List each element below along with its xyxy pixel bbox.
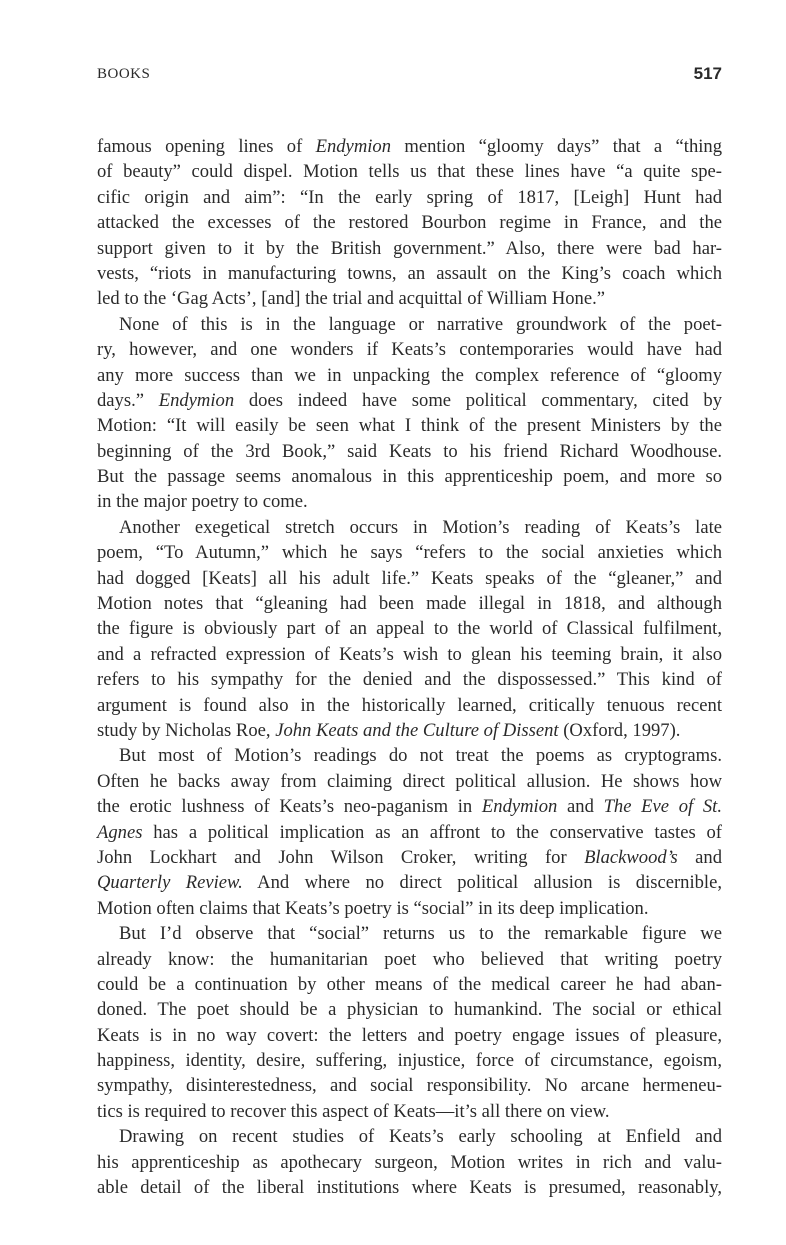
text-line xyxy=(97,515,722,540)
text-segment: Drawing on recent studies of Keats’s early schooling at Enfield and xyxy=(119,1126,722,1148)
text-line xyxy=(97,997,722,1022)
text-segment: his apprenticeship as apothecary surgeon, Motion writes in rich and valu- xyxy=(97,1151,722,1173)
text-segment: poem, “To Autumn,” which he says “refers to the social anxieties which xyxy=(97,542,722,564)
italic-text: Endymion xyxy=(481,796,558,818)
text-segment: in the major poetry to come. xyxy=(97,491,308,513)
paragraph xyxy=(97,921,722,1124)
text-line xyxy=(97,1175,722,1200)
text-line xyxy=(97,363,722,388)
text-segment: days.” xyxy=(97,389,159,411)
italic-text: Blackwood’s xyxy=(584,846,678,868)
text-line xyxy=(97,261,722,286)
text-line xyxy=(97,210,722,235)
text-line xyxy=(97,159,722,184)
page-header xyxy=(97,64,722,88)
text-segment: sympathy, disinterestedness, and social responsibility. No arcane hermeneu- xyxy=(97,1075,722,1097)
text-segment: Often he backs away from claiming direct political allusion. He shows how xyxy=(97,770,722,792)
text-segment: the figure is obviously part of an appeal to the world of Classical fulfilment, xyxy=(97,618,722,640)
text-line xyxy=(97,1048,722,1073)
text-line xyxy=(97,439,722,464)
text-segment: argument is found also in the historically learned, critically tenuous recent xyxy=(97,694,722,716)
text-segment: tics is required to recover this aspect of Keats—it’s all there on view. xyxy=(97,1100,610,1122)
text-segment: beginning of the 3rd Book,” said Keats to his friend Richard Woodhouse. xyxy=(97,440,722,462)
text-line xyxy=(97,388,722,413)
text-segment: refers to his sympathy for the denied and the dispossessed.” This kind of xyxy=(97,669,722,691)
text-segment: of beauty” could dispel. Motion tells us that these lines have “a quite spe- xyxy=(97,161,722,183)
text-line xyxy=(97,718,722,743)
text-line xyxy=(97,464,722,489)
text-segment: famous opening lines of xyxy=(97,136,316,157)
text-line xyxy=(97,312,722,337)
text-segment: does indeed have some political commentary, cited by xyxy=(234,389,722,411)
paragraph xyxy=(97,134,722,312)
text-segment: study by Nicholas Roe, xyxy=(97,719,276,741)
text-segment: ry, however, and one wonders if Keats’s contemporaries would have had xyxy=(97,339,722,361)
text-line xyxy=(97,134,722,159)
text-segment: Motion often claims that Keats’s poetry is “social” in its deep implication. xyxy=(97,897,649,919)
italic-text: Agnes xyxy=(97,821,143,843)
text-line xyxy=(97,566,722,591)
text-line xyxy=(97,489,722,514)
text-segment: cific origin and aim”: “In the early spring of 1817, [Leigh] Hunt had xyxy=(97,186,722,208)
body-text xyxy=(97,134,722,1200)
text-segment: attacked the excesses of the restored Bourbon regime in France, and the xyxy=(97,212,722,234)
text-segment: support given to it by the British government.” Also, there were bad har- xyxy=(97,237,722,259)
paragraph xyxy=(97,743,722,921)
text-line xyxy=(97,769,722,794)
text-line xyxy=(97,1099,722,1124)
text-segment: But most of Motion’s readings do not treat the poems as cryptograms. xyxy=(119,745,722,767)
italic-text: Endymion xyxy=(158,389,235,411)
text-segment: doned. The poet should be a physician to humankind. The social or ethical xyxy=(97,999,722,1021)
text-segment: Motion: “It will easily be seen what I think of the present Ministers by the xyxy=(97,415,722,437)
paragraph xyxy=(97,1124,722,1200)
text-line xyxy=(97,794,722,819)
text-line xyxy=(97,236,722,261)
text-line xyxy=(97,413,722,438)
text-line xyxy=(97,820,722,845)
text-line xyxy=(97,591,722,616)
text-segment: But I’d observe that “social” returns us to the remarkable figure we xyxy=(119,923,722,945)
running-head: BOOKS xyxy=(97,66,151,82)
text-segment: had dogged [Keats] all his adult life.” Keats speaks of the “gleaner,” and xyxy=(97,567,722,589)
text-segment: any more success than we in unpacking the complex reference of “gloomy xyxy=(97,364,722,386)
text-line xyxy=(97,642,722,667)
text-line xyxy=(97,1073,722,1098)
text-segment: and xyxy=(677,846,722,868)
text-segment: led to the ‘Gag Acts’, [and] the trial and acquittal of William Hone.” xyxy=(97,288,606,310)
text-line xyxy=(97,693,722,718)
text-line xyxy=(97,337,722,362)
text-segment: (Oxford, 1997). xyxy=(558,719,681,741)
text-line xyxy=(97,947,722,972)
text-line xyxy=(97,972,722,997)
text-segment: Motion notes that “gleaning had been made illegal in 1818, and although xyxy=(97,593,722,615)
text-segment: happiness, identity, desire, suffering, injustice, force of circumstance, egoism, xyxy=(97,1050,722,1072)
text-line xyxy=(97,845,722,870)
italic-text: The Eve of St. xyxy=(603,796,722,818)
text-segment: already know: the humanitarian poet who believed that writing poetry xyxy=(97,948,722,970)
text-line xyxy=(97,870,722,895)
text-segment: Another exegetical stretch occurs in Motion’s reading of Keats’s late xyxy=(119,516,722,538)
italic-text: Endymion xyxy=(315,136,392,157)
italic-text: John Keats and the Culture of Dissent xyxy=(275,719,559,741)
text-segment: and a refracted expression of Keats’s wish to glean his teeming brain, it also xyxy=(97,643,722,665)
text-line xyxy=(97,1150,722,1175)
text-segment: and xyxy=(557,796,604,818)
text-line xyxy=(97,286,722,311)
text-segment: could be a continuation by other means of the medical career he had aban- xyxy=(97,973,722,995)
text-line xyxy=(97,743,722,768)
text-segment: the erotic lushness of Keats’s neo-paganism in xyxy=(97,796,482,818)
text-segment: has a political implication as an affront to the conservative tastes of xyxy=(142,821,722,843)
paragraph xyxy=(97,515,722,744)
italic-text: Quarterly Review. xyxy=(97,872,243,894)
text-segment: And where no direct political allusion is discernible, xyxy=(242,872,722,894)
page-number: 517 xyxy=(693,64,722,83)
text-segment: None of this is in the language or narrative groundwork of the poet- xyxy=(119,313,722,335)
text-segment: Keats is in no way covert: the letters and poetry engage issues of pleasure, xyxy=(97,1024,722,1046)
text-segment: vests, “riots in manufacturing towns, an assault on the King’s coach which xyxy=(97,262,722,284)
text-segment: able detail of the liberal institutions where Keats is presumed, reasonably, xyxy=(97,1177,722,1199)
text-line xyxy=(97,921,722,946)
paragraph xyxy=(97,312,722,515)
text-line xyxy=(97,667,722,692)
text-segment: mention “gloomy days” that a “thing xyxy=(391,136,723,157)
text-line xyxy=(97,185,722,210)
text-line xyxy=(97,540,722,565)
text-line xyxy=(97,896,722,921)
text-line xyxy=(97,1124,722,1149)
text-line xyxy=(97,616,722,641)
text-segment: But the passage seems anomalous in this apprenticeship poem, and more so xyxy=(97,466,722,488)
text-segment: John Lockhart and John Wilson Croker, writing for xyxy=(97,846,585,868)
text-line xyxy=(97,1023,722,1048)
